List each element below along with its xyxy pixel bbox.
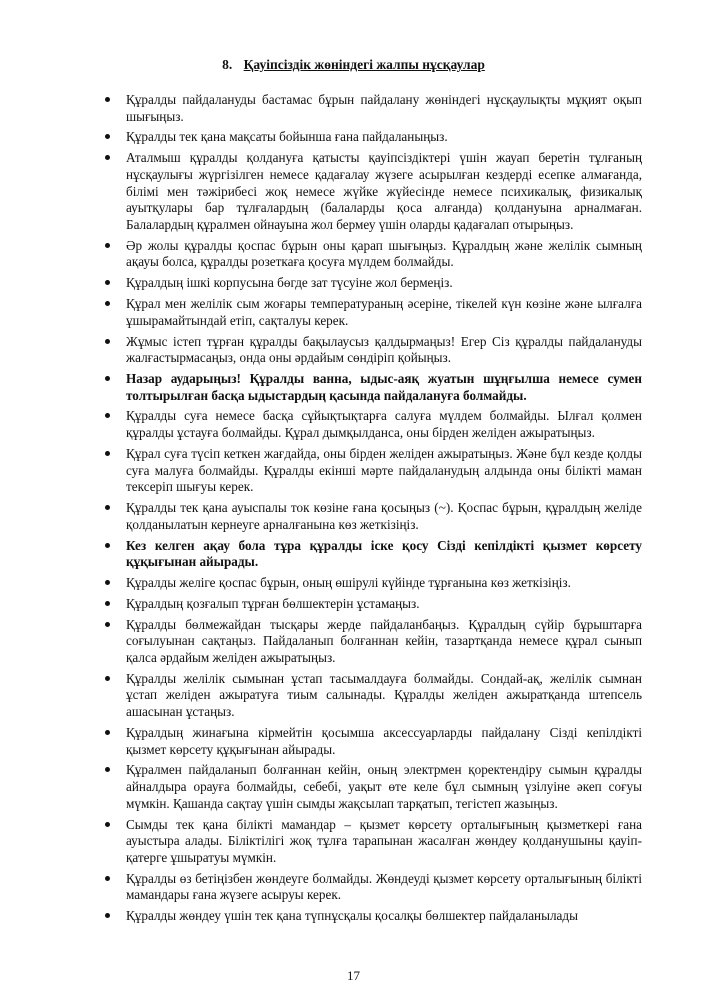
list-item-text: Назар аударыңыз! Құралды ванна, ыдыс-аяқ жуатын шұңғылша немесе сумен толтырылған басқа ыдыстардың қасында пайдалануға болмайды.	[126, 370, 642, 403]
bullet-icon	[105, 413, 110, 418]
list-item	[126, 296, 642, 329]
list-item-text: Әр жолы құралды қоспас бұрын оны қарап шығыңыз. Құралдың және желілік сымның ақауы болса, құралды розеткаға қосуға мүлдем болмайды.	[126, 237, 642, 270]
bullet-icon	[105, 376, 110, 381]
list-item-text: Құралды желілік сымынан ұстап тасымалдауға болмайды. Сондай-ақ, желілік сымнан ұстап желіден ажыратуға тиым салынады. Құралды желіден ажыратқанда штепсель ашасынан ұстаңыз.	[126, 670, 642, 720]
list-item-text: Құрал суға түсіп кеткен жағдайда, оны бірден желіден ажыратыңыз. Және бұл кезде қолды суға малуға болмайды. Құралды екінші мәрте пайдаланудың алдында оны білікті маман тексеріп шығуы керек.	[126, 445, 642, 495]
list-item	[126, 238, 642, 271]
list-item	[126, 334, 642, 367]
bullet-icon	[105, 622, 110, 627]
list-item-text: Құралды бөлмежайдан тысқары жерде пайдаланбаңыз. Құралдың сүйір бұрыштарға соғылуынан сақтаңыз. Пайдаланып болғаннан кейін, тазартқанда немесе құрал сынып қалса әрдайым желіден ажыратыңыз.	[126, 616, 642, 665]
list-item	[126, 538, 642, 571]
list-item	[126, 762, 642, 812]
bullet-icon	[105, 243, 110, 248]
list-item	[126, 150, 642, 233]
safety-instructions-list	[126, 92, 642, 929]
list-item	[126, 908, 642, 925]
list-item-text: Кез келген ақау бола тұра құралды іске қосу Сізді кепілдікті қызмет көрсету құқығынан айырады.	[126, 537, 642, 570]
list-item	[126, 371, 642, 404]
bullet-icon	[105, 505, 110, 510]
section-number: 8.	[222, 57, 233, 72]
bullet-icon	[105, 543, 110, 548]
section-title: Қауіпсіздік жөніндегі жалпы нұсқаулар	[243, 57, 485, 72]
list-item	[126, 275, 642, 292]
bullet-icon	[105, 676, 110, 681]
list-item-text: Сымды тек қана білікті мамандар – қызмет көрсету орталығының қызметкері ғана ауыстыра алады. Біліктілігі жоқ тұлға тарапынан жасалған жөндеу қолданушыны қауіп-қатерге ұшыратуы мүмкін.	[126, 816, 642, 865]
bullet-icon	[105, 134, 110, 139]
list-item	[126, 871, 642, 904]
bullet-icon	[105, 301, 110, 306]
list-item-text: Құралды жөндеу үшін тек қана түпнұсқалы қосалқы бөлшектер пайдаланылады	[126, 908, 578, 924]
bullet-icon	[105, 280, 110, 285]
bullet-icon	[105, 601, 110, 606]
list-item-text: Құралды өз бетіңізбен жөндеуге болмайды. Жөндеуді қызмет көрсету орталығының білікті мамандары ғана жүзеге асыруы керек.	[126, 870, 642, 903]
bullet-icon	[105, 155, 110, 160]
bullet-icon	[105, 913, 110, 918]
page-number: 17	[347, 968, 360, 983]
bullet-icon	[105, 767, 110, 772]
bullet-icon	[105, 580, 110, 585]
list-item	[126, 575, 642, 592]
list-item	[126, 617, 642, 667]
bullet-icon	[105, 339, 110, 344]
list-item-text: Құралды тек қана ауыспалы ток көзіне ғана қосыңыз (~). Қоспас бұрын, құралдың желіде қолданылатын кернеуге арналғанына көз жеткізіңіз.	[126, 500, 642, 532]
list-item-text: Құралдың қозғалып тұрған бөлшектерін ұстамаңыз.	[126, 595, 420, 611]
list-item	[126, 817, 642, 867]
bullet-icon	[105, 730, 110, 735]
bullet-icon	[105, 876, 110, 881]
list-item	[126, 129, 642, 146]
list-item	[126, 408, 642, 441]
list-item-text: Құралды желіге қоспас бұрын, оның өшірулі күйінде тұрғанына көз жеткізіңіз.	[126, 575, 571, 590]
section-heading	[0, 56, 707, 74]
list-item-text: Жұмыс істеп тұрған құралды бақылаусыз қалдырмаңыз! Егер Сіз құралды пайдалануды жалғастырмасаңыз, онда оны әрдайым сөндіріп қойыңыз.	[126, 333, 642, 366]
bullet-icon	[105, 451, 110, 456]
list-item	[126, 725, 642, 758]
list-item-text: Құралдың жинағына кірмейтін қосымша аксессуарларды пайдалану Сізді кепілдікті қызмет көрсету құқығынан айырады.	[126, 724, 642, 757]
list-item-text: Құралды суға немесе басқа сұйықтықтарға салуға мүлдем болмайды. Ылғал қолмен құралды ұстауға болмайды. Құрал дымқылданса, оны бірден желіден ажыратыңыз.	[126, 408, 642, 441]
list-item-text: Құралды тек қана мақсаты бойынша ғана пайдаланыңыз.	[126, 129, 448, 145]
list-item-text: Аталмыш құралды қолдануға қатысты қауіпсіздіктері үшін жауап беретін тұлғаның нұсқаулығы жүргізілген немесе қадағалау жүзеге асырылған кездерді есепке алмағанда, білімі мен тәжірибесі жоқ немесе жүйке жүйесінде немесе психикалық, физикалық ауытқулары бар тұлғалардың (балаларды қоса алғанда) қолдануына арналмаған. Балалардың құралмен ойнауына жол бермеу үшін оларды қадағалап отырыңыз.	[126, 150, 642, 232]
bullet-icon	[105, 97, 110, 102]
list-item-text: Құралды пайдалануды бастамас бұрын пайдалану жөніндегі нұсқаулықты мұқият оқып шығыңыз.	[126, 92, 642, 124]
list-item	[126, 92, 642, 125]
list-item	[126, 596, 642, 613]
list-item-text: Құрал мен желілік сым жоғары температураның әсеріне, тікелей күн көзіне және ылғалға ұшырамайтындай етіп, сақталуы керек.	[126, 296, 642, 328]
list-item	[126, 446, 642, 496]
list-item	[126, 671, 642, 721]
list-item-text: Құралдың ішкі корпусына бөгде зат түсуіне жол бермеңіз.	[126, 275, 453, 291]
bullet-icon	[105, 822, 110, 827]
list-item	[126, 500, 642, 533]
list-item-text: Құралмен пайдаланып болғаннан кейін, оның электрмен қоректендіру сымын құралды айналдыра орауға болмайды, себебі, уақыт өте келе бұл сымның үзілуіне әкеп соғуы мүмкін. Қашанда сақтау үшін сымды жақсылап тарқатып, тегістеп жазыңыз.	[126, 762, 642, 811]
